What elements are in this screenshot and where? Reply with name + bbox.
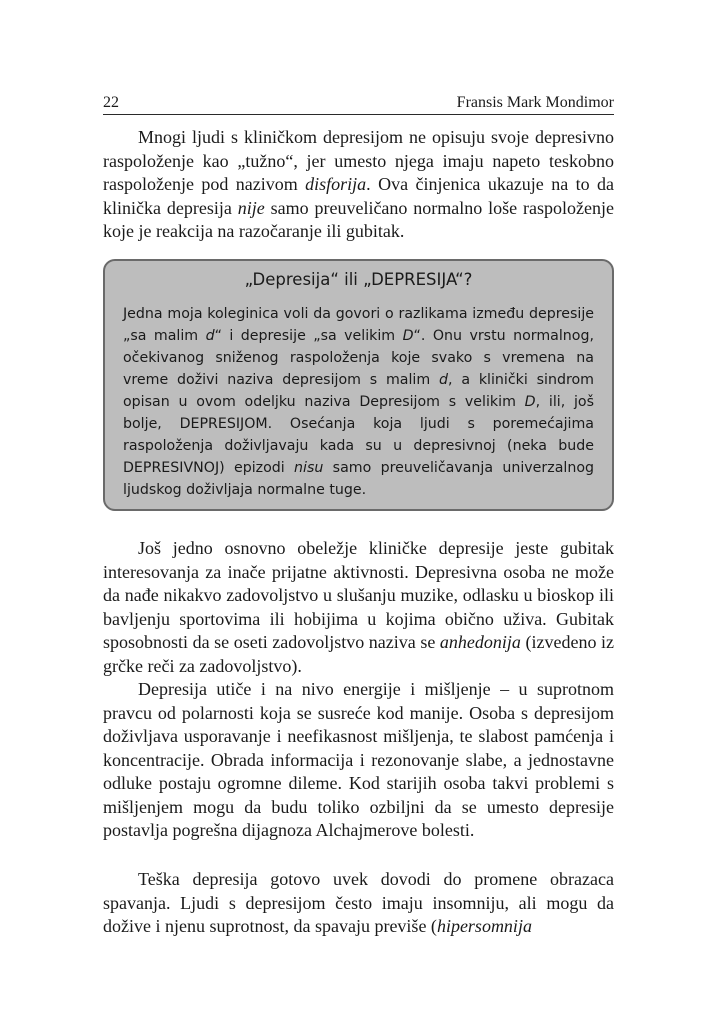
text-run: Jedna moja koleginica voli da govori o razlikama između depresije „sa malim [123,306,594,344]
italic-term: d [205,328,215,344]
sidebar-box-text [123,303,594,501]
sidebar-box-title: „Depresija“ ili „DEPRESIJA“? [244,270,473,289]
running-header-author: Fransis Mark Mondimor [456,94,614,111]
italic-term: nije [237,197,265,218]
text-run: (izvedeno iz grčke reči za zadovoljstvo). [103,632,615,676]
text-run: Mnogi ljudi s kliničkom depresijom ne opisuju svoje depresivno raspoloženje kao „tužno“, jer umesto njega imaju napeto teskobno raspoloženje pod nazivom [103,127,614,194]
page-number: 22 [103,94,119,111]
text-run: Teška depresija gotovo uvek dovodi do promene obrazaca spavanja. Ljudi s depresijom često imaju insomniju, ali mogu da dožive i njenu suprotnost, da spavaju previše ( [103,869,614,936]
italic-term: D [402,328,414,344]
paragraph-anhedonija [103,537,614,678]
italic-term: nisu [294,460,324,476]
paragraph-energija [103,678,614,843]
italic-term: anhedonija [439,632,521,652]
italic-term: disforija [305,174,367,194]
text-run: “. Onu vrstu normalnog, očekivanog sniženog raspoloženja koje svako s vremena na vreme doživi naziva depresijom s malim [123,328,594,388]
text-run: , a klinički sindrom opisan u ovom odeljku naziva Depresijom s velikim [123,372,594,410]
running-header [103,94,614,115]
text-run: , ili, još bolje, DEPRESIJOM. Osećanja koja ljudi s poremećajima raspoloženja doživljavaju kada su u depresivnoj (neka bude DEPRESIVNOJ) epizodi [123,394,594,476]
italic-term: hipersomnija [436,916,532,936]
text-run: Još jedno osnovno obeležje kliničke depresije jeste gubitak interesovanja za inače prijatne aktivnosti. Depresivna osoba ne može da nađe nikakvo zadovoljstvo u slušanju muzike, odlasku u bioskop ili bavljenju sportovima ili hobijima u kojima obično uživa. Gubitak sposobnosti da se oseti zadovoljstvo naziva se [103,538,614,652]
paragraph-spavanje [103,868,614,939]
text-run: samo preuveličavanja univerzalnog ljudskog doživljaja normalne tuge. [123,460,595,498]
text-run: Depresija utiče i na nivo energije i mišljenje – u suprotnom pravcu od polarnosti koja se susreće kod manije. Osoba s depresijom doživljava usporavanje i neefikasnost mišljenja, te slabost pamćenja i koncentracije. Obrada informacija i rezonovanje slabe, a jednostavne odluke postaju ogromne dileme. Kod starijih osoba takvi problemi s mišljenjem mogu da budu toliko ozbiljni da se umesto depresije postavlja pogrešna dijagnoza Alchajmerove bolesti. [103,679,614,840]
text-run: samo preuveličano normalno loše raspoloženje koje je reakcija na razočaranje ili gubitak. [103,197,615,241]
italic-term: d [439,372,449,388]
italic-term: D [524,394,536,410]
paragraph-disforija [103,126,614,244]
text-run: . Ova činjenica ukazuje na to da klinička depresija [103,174,614,218]
text-run: “ i depresije „sa velikim [214,328,403,344]
sidebar-box [103,259,614,511]
